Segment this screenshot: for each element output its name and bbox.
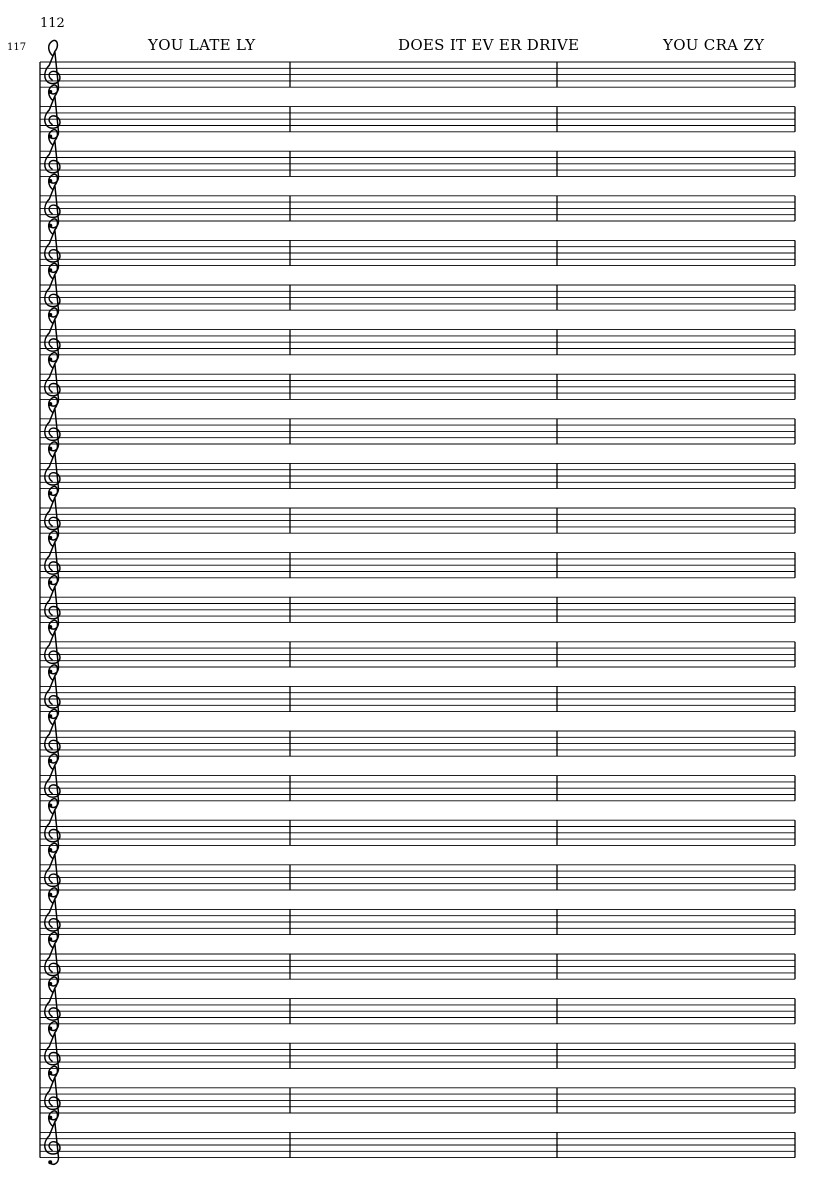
staff-system xyxy=(40,40,795,1164)
staff xyxy=(40,576,795,629)
staff xyxy=(40,308,795,361)
staff xyxy=(40,219,795,272)
staff xyxy=(40,754,795,807)
staff xyxy=(40,665,795,718)
measure-number-top: 112 xyxy=(40,16,65,31)
staff xyxy=(40,977,795,1030)
treble-clef-icon xyxy=(45,1111,60,1164)
staff xyxy=(40,353,795,406)
staff xyxy=(40,130,795,183)
staff xyxy=(40,709,795,762)
lyric-you-crazy: YOU CRA ZY xyxy=(663,36,765,54)
lyric-you-lately: YOU LATE LY xyxy=(148,36,256,54)
staff xyxy=(40,1066,795,1119)
staff xyxy=(40,1022,795,1075)
staff xyxy=(40,932,795,985)
measure-number-side: 117 xyxy=(7,42,27,53)
staff xyxy=(40,263,795,316)
staff xyxy=(40,843,795,896)
staff xyxy=(40,620,795,673)
staff xyxy=(40,799,795,852)
staff xyxy=(40,85,795,138)
staff xyxy=(40,442,795,495)
staff xyxy=(40,40,795,93)
staff xyxy=(40,531,795,584)
lyric-does-it-ever-drive: DOES IT EV ER DRIVE xyxy=(398,36,580,54)
staff xyxy=(40,888,795,941)
staff xyxy=(40,397,795,450)
staff xyxy=(40,486,795,539)
staff xyxy=(40,1111,795,1164)
staff xyxy=(40,174,795,227)
